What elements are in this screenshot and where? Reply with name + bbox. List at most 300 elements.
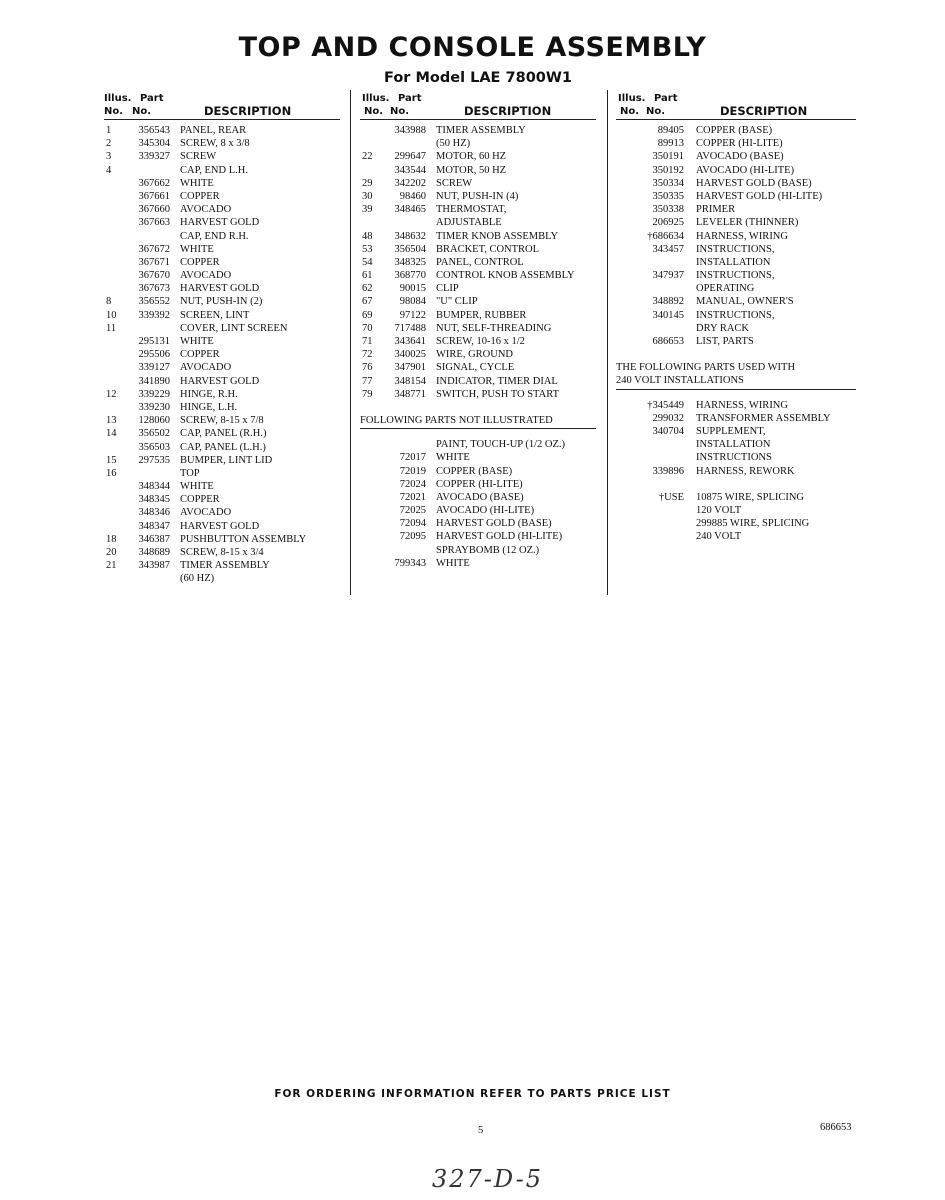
part-number: 356543	[138, 125, 170, 136]
table-row	[360, 530, 596, 543]
part-description: SPRAYBOMB (12 OZ.)	[436, 544, 540, 556]
table-row	[360, 295, 596, 308]
part-number: 89913	[657, 138, 684, 150]
table-row	[616, 412, 856, 425]
part-description: SCREW, 8 x 3/8	[180, 138, 250, 150]
part-description: OPERATING	[696, 283, 755, 295]
part-description: PANEL, CONTROL	[436, 256, 524, 268]
part-number: 356552	[138, 296, 170, 308]
part-description: HARNESS, REWORK	[696, 465, 795, 477]
part-description: INSTALLATION	[696, 439, 771, 451]
part-number: 348344	[138, 481, 170, 493]
part-description: CLIP	[436, 283, 459, 295]
parts-column-1	[104, 92, 340, 586]
part-number: 89405	[657, 125, 684, 136]
part-number: 342202	[394, 177, 426, 189]
part-number: 367671	[138, 256, 170, 268]
part-number: 340704	[652, 425, 684, 437]
parts-column-3	[616, 92, 856, 543]
table-row	[104, 137, 340, 150]
part-number: 339392	[138, 309, 170, 321]
illus-number: 54	[362, 256, 373, 268]
part-description: WHITE	[180, 336, 214, 347]
table-row	[360, 544, 596, 557]
illus-number: 15	[106, 454, 117, 466]
table-row	[360, 335, 596, 348]
part-description: CAP, PANEL (L.H.)	[180, 441, 266, 453]
parts-list	[616, 124, 856, 348]
part-description: TIMER ASSEMBLY	[180, 560, 270, 572]
part-description: PANEL, REAR	[180, 125, 247, 136]
part-number: 343988	[394, 125, 426, 136]
illus-number: 22	[362, 151, 373, 163]
illus-number: 8	[106, 296, 112, 308]
part-number: 367661	[138, 190, 170, 202]
ordering-footer: FOR ORDERING INFORMATION REFER TO PARTS PRICE LIST	[274, 1088, 671, 1100]
illus-number: 67	[362, 296, 373, 308]
illus-number: 53	[362, 243, 373, 255]
description-header: DESCRIPTION	[720, 104, 808, 118]
part-description: 10875 WIRE, SPLICING	[696, 491, 805, 503]
part-number: 350338	[652, 204, 684, 216]
illus-number: 16	[106, 467, 117, 479]
part-description: DRY RACK	[696, 322, 749, 334]
part-description: COPPER (BASE)	[696, 125, 773, 136]
part-description: BRACKET, CONTROL	[436, 243, 540, 255]
part-number: 367660	[138, 204, 170, 216]
part-description: COPPER	[180, 494, 220, 506]
parts-list-not-illustrated	[360, 438, 596, 570]
table-row	[360, 375, 596, 388]
splicing-note-list	[616, 491, 856, 544]
illus-no-header: No.	[620, 106, 640, 117]
part-number: 368770	[394, 270, 426, 282]
part-description: COPPER (HI-LITE)	[436, 478, 523, 490]
part-number: †USE	[658, 491, 684, 503]
table-row	[104, 256, 340, 269]
part-description: INSTRUCTIONS	[696, 452, 772, 464]
part-number: 72021	[399, 491, 426, 503]
table-row	[616, 399, 856, 412]
table-row	[616, 203, 856, 216]
part-description: NUT, SELF-THREADING	[436, 322, 552, 334]
table-row	[360, 438, 596, 451]
part-number: 348347	[138, 520, 170, 532]
part-number: 339327	[138, 151, 170, 163]
part-number: 367662	[138, 177, 170, 189]
part-number: 345304	[138, 138, 170, 150]
part-number: 348465	[394, 204, 426, 216]
illus-number: 77	[362, 375, 373, 387]
part-description: AVOCADO	[180, 204, 232, 216]
part-header: Part	[654, 93, 678, 104]
part-description: HARVEST GOLD	[180, 375, 260, 387]
table-row	[360, 465, 596, 478]
part-number: 348346	[138, 507, 170, 519]
illus-number: 30	[362, 190, 373, 202]
table-row	[104, 322, 340, 335]
part-number: 346387	[138, 533, 170, 545]
part-description: AVOCADO	[180, 362, 232, 374]
part-number: 72019	[399, 465, 426, 477]
table-row	[616, 451, 856, 464]
description-header: DESCRIPTION	[204, 104, 292, 118]
part-description: HARVEST GOLD	[180, 283, 260, 295]
part-description: HARVEST GOLD	[180, 217, 260, 229]
table-row	[616, 504, 856, 517]
table-row	[360, 203, 596, 216]
part-description: AVOCADO (BASE)	[436, 491, 524, 503]
illus-number: 14	[106, 428, 117, 440]
table-row	[360, 491, 596, 504]
part-number: 72024	[399, 478, 426, 490]
part-description: SCREW, 10-16 x 1/2	[436, 336, 525, 347]
table-row	[104, 150, 340, 163]
table-row	[104, 520, 340, 533]
part-description: COPPER	[180, 190, 220, 202]
part-description: ADJUSTABLE	[436, 217, 502, 229]
part-description: COPPER	[180, 349, 220, 361]
table-row	[104, 533, 340, 546]
part-description: COPPER (HI-LITE)	[696, 138, 783, 150]
part-number: 98460	[399, 190, 426, 202]
part-number: 347937	[652, 270, 684, 282]
part-number: †345449	[647, 399, 684, 411]
part-number: 339127	[138, 362, 170, 374]
table-row	[360, 137, 596, 150]
part-description: THERMOSTAT,	[436, 204, 507, 216]
table-row	[360, 190, 596, 203]
part-description: NUT, PUSH-IN (4)	[436, 190, 519, 202]
illus-number: 20	[106, 547, 117, 558]
table-row	[616, 177, 856, 190]
part-number: 97122	[399, 309, 426, 321]
part-description: WHITE	[180, 481, 214, 493]
part-description: BUMPER, RUBBER	[436, 309, 527, 321]
illus-number: 29	[362, 177, 373, 189]
part-description: CONTROL KNOB ASSEMBLY	[436, 270, 575, 282]
part-number: 343457	[652, 243, 684, 255]
part-description: TIMER ASSEMBLY	[436, 125, 526, 136]
table-row	[360, 451, 596, 464]
table-row	[104, 467, 340, 480]
table-row	[616, 243, 856, 256]
table-row	[360, 243, 596, 256]
part-number: 339230	[138, 401, 170, 413]
illus-number: 4	[106, 164, 112, 176]
part-description: MANUAL, OWNER'S	[696, 296, 794, 308]
table-row	[104, 230, 340, 243]
part-description: TOP	[180, 467, 200, 479]
part-description: AVOCADO	[180, 270, 232, 282]
table-row	[104, 454, 340, 467]
part-number: 347901	[394, 362, 426, 374]
voltage-note-line1: THE FOLLOWING PARTS USED WITH	[616, 362, 796, 374]
table-row	[104, 414, 340, 427]
table-row	[360, 177, 596, 190]
table-row	[616, 124, 856, 137]
part-number: 295506	[138, 349, 170, 361]
table-row	[360, 269, 596, 282]
part-number: 348771	[394, 388, 426, 400]
part-description: HINGE, R.H.	[180, 388, 238, 400]
parts-column-2	[360, 92, 596, 570]
table-row	[104, 480, 340, 493]
table-row	[104, 348, 340, 361]
part-description: CAP, END R.H.	[180, 230, 249, 242]
part-header: Part	[140, 93, 164, 104]
part-description: PRIMER	[696, 204, 736, 216]
part-number: 72094	[399, 518, 426, 530]
part-number: 348632	[394, 230, 426, 242]
table-row	[104, 427, 340, 440]
part-description: WIRE, GROUND	[436, 349, 513, 361]
table-row	[104, 269, 340, 282]
part-description: COPPER	[180, 256, 220, 268]
part-number: 343641	[394, 336, 426, 347]
page-title: TOP AND CONSOLE ASSEMBLY	[238, 32, 707, 63]
part-number: 72095	[399, 531, 426, 543]
illus-no-header: No.	[104, 106, 124, 117]
part-description: LIST, PARTS	[696, 336, 754, 347]
table-row	[360, 388, 596, 401]
illus-number: 3	[106, 151, 112, 163]
part-number: 72025	[399, 505, 426, 517]
part-number: 367673	[138, 283, 170, 295]
table-row	[616, 216, 856, 229]
parts-list-240v	[616, 399, 856, 478]
header-row-bottom	[104, 105, 340, 120]
part-number: 339229	[138, 388, 170, 400]
part-description: INSTALLATION	[696, 256, 771, 268]
part-description: INSTRUCTIONS,	[696, 243, 775, 255]
illus-number: 70	[362, 322, 373, 334]
part-number: 295131	[138, 336, 170, 347]
table-row	[616, 465, 856, 478]
table-row	[616, 150, 856, 163]
table-row	[360, 216, 596, 229]
part-number: 206925	[652, 217, 684, 229]
part-description: TRANSFORMER ASSEMBLY	[696, 412, 831, 424]
document-number: 686653	[820, 1122, 852, 1133]
description-header: DESCRIPTION	[464, 104, 552, 118]
illus-number: 69	[362, 309, 373, 321]
part-number: 717488	[394, 322, 426, 334]
table-row	[616, 517, 856, 530]
table-row	[360, 150, 596, 163]
part-description: BUMPER, LINT LID	[180, 454, 273, 466]
part-description: 299885 WIRE, SPLICING	[696, 518, 810, 530]
part-number: 339896	[652, 465, 684, 477]
part-number: 356503	[138, 441, 170, 453]
column-divider	[607, 90, 608, 595]
table-row	[104, 295, 340, 308]
part-description: TIMER KNOB ASSEMBLY	[436, 230, 559, 242]
table-row	[616, 425, 856, 438]
part-number: 350191	[652, 151, 684, 163]
part-description: CAP, PANEL (R.H.)	[180, 428, 267, 440]
part-description: HARVEST GOLD (BASE)	[436, 518, 552, 530]
part-no-header: No.	[646, 106, 666, 117]
page-number: 5	[478, 1125, 484, 1136]
table-row	[104, 493, 340, 506]
table-row	[104, 243, 340, 256]
part-description: "U" CLIP	[436, 296, 478, 308]
table-row	[104, 309, 340, 322]
part-description: (60 HZ)	[180, 573, 215, 585]
table-row	[616, 322, 856, 335]
part-description: LEVELER (THINNER)	[696, 217, 799, 229]
part-header: Part	[398, 93, 422, 104]
part-description: WHITE	[436, 452, 470, 464]
table-row	[616, 137, 856, 150]
part-description: HINGE, L.H.	[180, 401, 238, 413]
part-number: 799343	[394, 557, 426, 569]
part-number: 299647	[394, 151, 426, 163]
table-row	[616, 269, 856, 282]
part-description: NUT, PUSH-IN (2)	[180, 296, 263, 308]
part-description: MOTOR, 50 HZ	[436, 164, 507, 176]
part-number: 348689	[138, 547, 170, 558]
part-description: 120 VOLT	[696, 504, 742, 516]
part-description: AVOCADO (HI-LITE)	[696, 164, 795, 176]
table-row	[616, 256, 856, 269]
part-description: HARVEST GOLD	[180, 520, 260, 532]
table-row	[104, 190, 340, 203]
part-number: 356502	[138, 428, 170, 440]
part-number: 686653	[652, 336, 684, 347]
part-number: 340145	[652, 309, 684, 321]
table-row	[616, 491, 856, 504]
part-description: SCREW, 8-15 x 3/4	[180, 547, 264, 558]
part-description: HARVEST GOLD (HI-LITE)	[696, 190, 823, 202]
illus-no-header: No.	[364, 106, 384, 117]
part-no-header: No.	[132, 106, 152, 117]
illus-number: 79	[362, 388, 373, 400]
column-divider	[350, 90, 351, 595]
table-row	[616, 438, 856, 451]
part-description: HARNESS, WIRING	[696, 230, 788, 242]
table-row	[104, 177, 340, 190]
illus-number: 39	[362, 204, 373, 216]
parts-list	[104, 124, 340, 586]
illus-number: 11	[106, 322, 117, 334]
table-row	[616, 164, 856, 177]
part-description: WHITE	[180, 177, 214, 189]
part-number: 350192	[652, 164, 684, 176]
illus-header: Illus.	[618, 93, 646, 104]
table-row	[616, 335, 856, 348]
header-row-bottom	[616, 105, 856, 120]
parts-list	[360, 124, 596, 401]
table-row	[104, 572, 340, 585]
part-description: AVOCADO	[180, 507, 232, 519]
table-row	[104, 216, 340, 229]
part-number: 297535	[138, 454, 170, 466]
table-row	[360, 504, 596, 517]
part-description: WHITE	[436, 557, 470, 569]
table-row	[360, 478, 596, 491]
part-number: 299032	[652, 412, 684, 424]
table-row	[104, 203, 340, 216]
model-subtitle: For Model LAE 7800W1	[384, 70, 572, 86]
part-description: AVOCADO (BASE)	[696, 151, 784, 163]
part-number: 341890	[138, 375, 170, 387]
illus-number: 2	[106, 138, 112, 150]
table-row	[360, 230, 596, 243]
table-row	[104, 335, 340, 348]
part-number: 348325	[394, 256, 426, 268]
table-row	[616, 190, 856, 203]
illus-number: 21	[106, 560, 117, 572]
illus-number: 72	[362, 349, 373, 361]
part-number: 367672	[138, 243, 170, 255]
part-description: WHITE	[180, 243, 214, 255]
illus-number: 48	[362, 230, 373, 242]
part-number: 367663	[138, 217, 170, 229]
part-number: 348345	[138, 494, 170, 506]
part-number: 350334	[652, 177, 684, 189]
table-row	[104, 164, 340, 177]
part-description: COPPER (BASE)	[436, 465, 513, 477]
table-row	[360, 164, 596, 177]
table-row	[104, 559, 340, 572]
table-row	[104, 546, 340, 559]
table-row	[360, 517, 596, 530]
table-row	[360, 256, 596, 269]
part-description: PUSHBUTTON ASSEMBLY	[180, 533, 307, 545]
table-row	[360, 348, 596, 361]
table-row	[616, 230, 856, 243]
part-description: SUPPLEMENT,	[696, 425, 766, 437]
table-row	[104, 506, 340, 519]
part-number: 340025	[394, 349, 426, 361]
part-description: COVER, LINT SCREEN	[180, 322, 288, 334]
table-row	[104, 375, 340, 388]
illus-number: 61	[362, 270, 373, 282]
not-illustrated-note: FOLLOWING PARTS NOT ILLUSTRATED	[360, 414, 596, 429]
header-row-bottom	[360, 105, 596, 120]
illus-number: 18	[106, 533, 117, 545]
table-row	[104, 441, 340, 454]
part-number: †686634	[647, 230, 684, 242]
part-description: INSTRUCTIONS,	[696, 270, 775, 282]
part-number: 348892	[652, 296, 684, 308]
part-no-header: No.	[390, 106, 410, 117]
illus-header: Illus.	[362, 93, 390, 104]
table-row	[360, 282, 596, 295]
table-row	[104, 282, 340, 295]
part-description: CAP, END L.H.	[180, 164, 248, 176]
part-description: SCREW	[180, 151, 217, 163]
illus-number: 10	[106, 309, 117, 321]
table-row	[104, 388, 340, 401]
illus-number: 13	[106, 415, 117, 427]
table-row	[360, 322, 596, 335]
part-number: 356504	[394, 243, 426, 255]
illus-number: 76	[362, 362, 373, 374]
part-description: AVOCADO (HI-LITE)	[436, 505, 535, 517]
part-description: MOTOR, 60 HZ	[436, 151, 507, 163]
part-number: 348154	[394, 375, 426, 387]
part-description: SWITCH, PUSH TO START	[436, 388, 559, 400]
table-row	[360, 557, 596, 570]
table-row	[616, 309, 856, 322]
table-row	[616, 282, 856, 295]
part-description: SCREW	[436, 177, 473, 189]
table-row	[360, 309, 596, 322]
part-number: 350335	[652, 190, 684, 202]
